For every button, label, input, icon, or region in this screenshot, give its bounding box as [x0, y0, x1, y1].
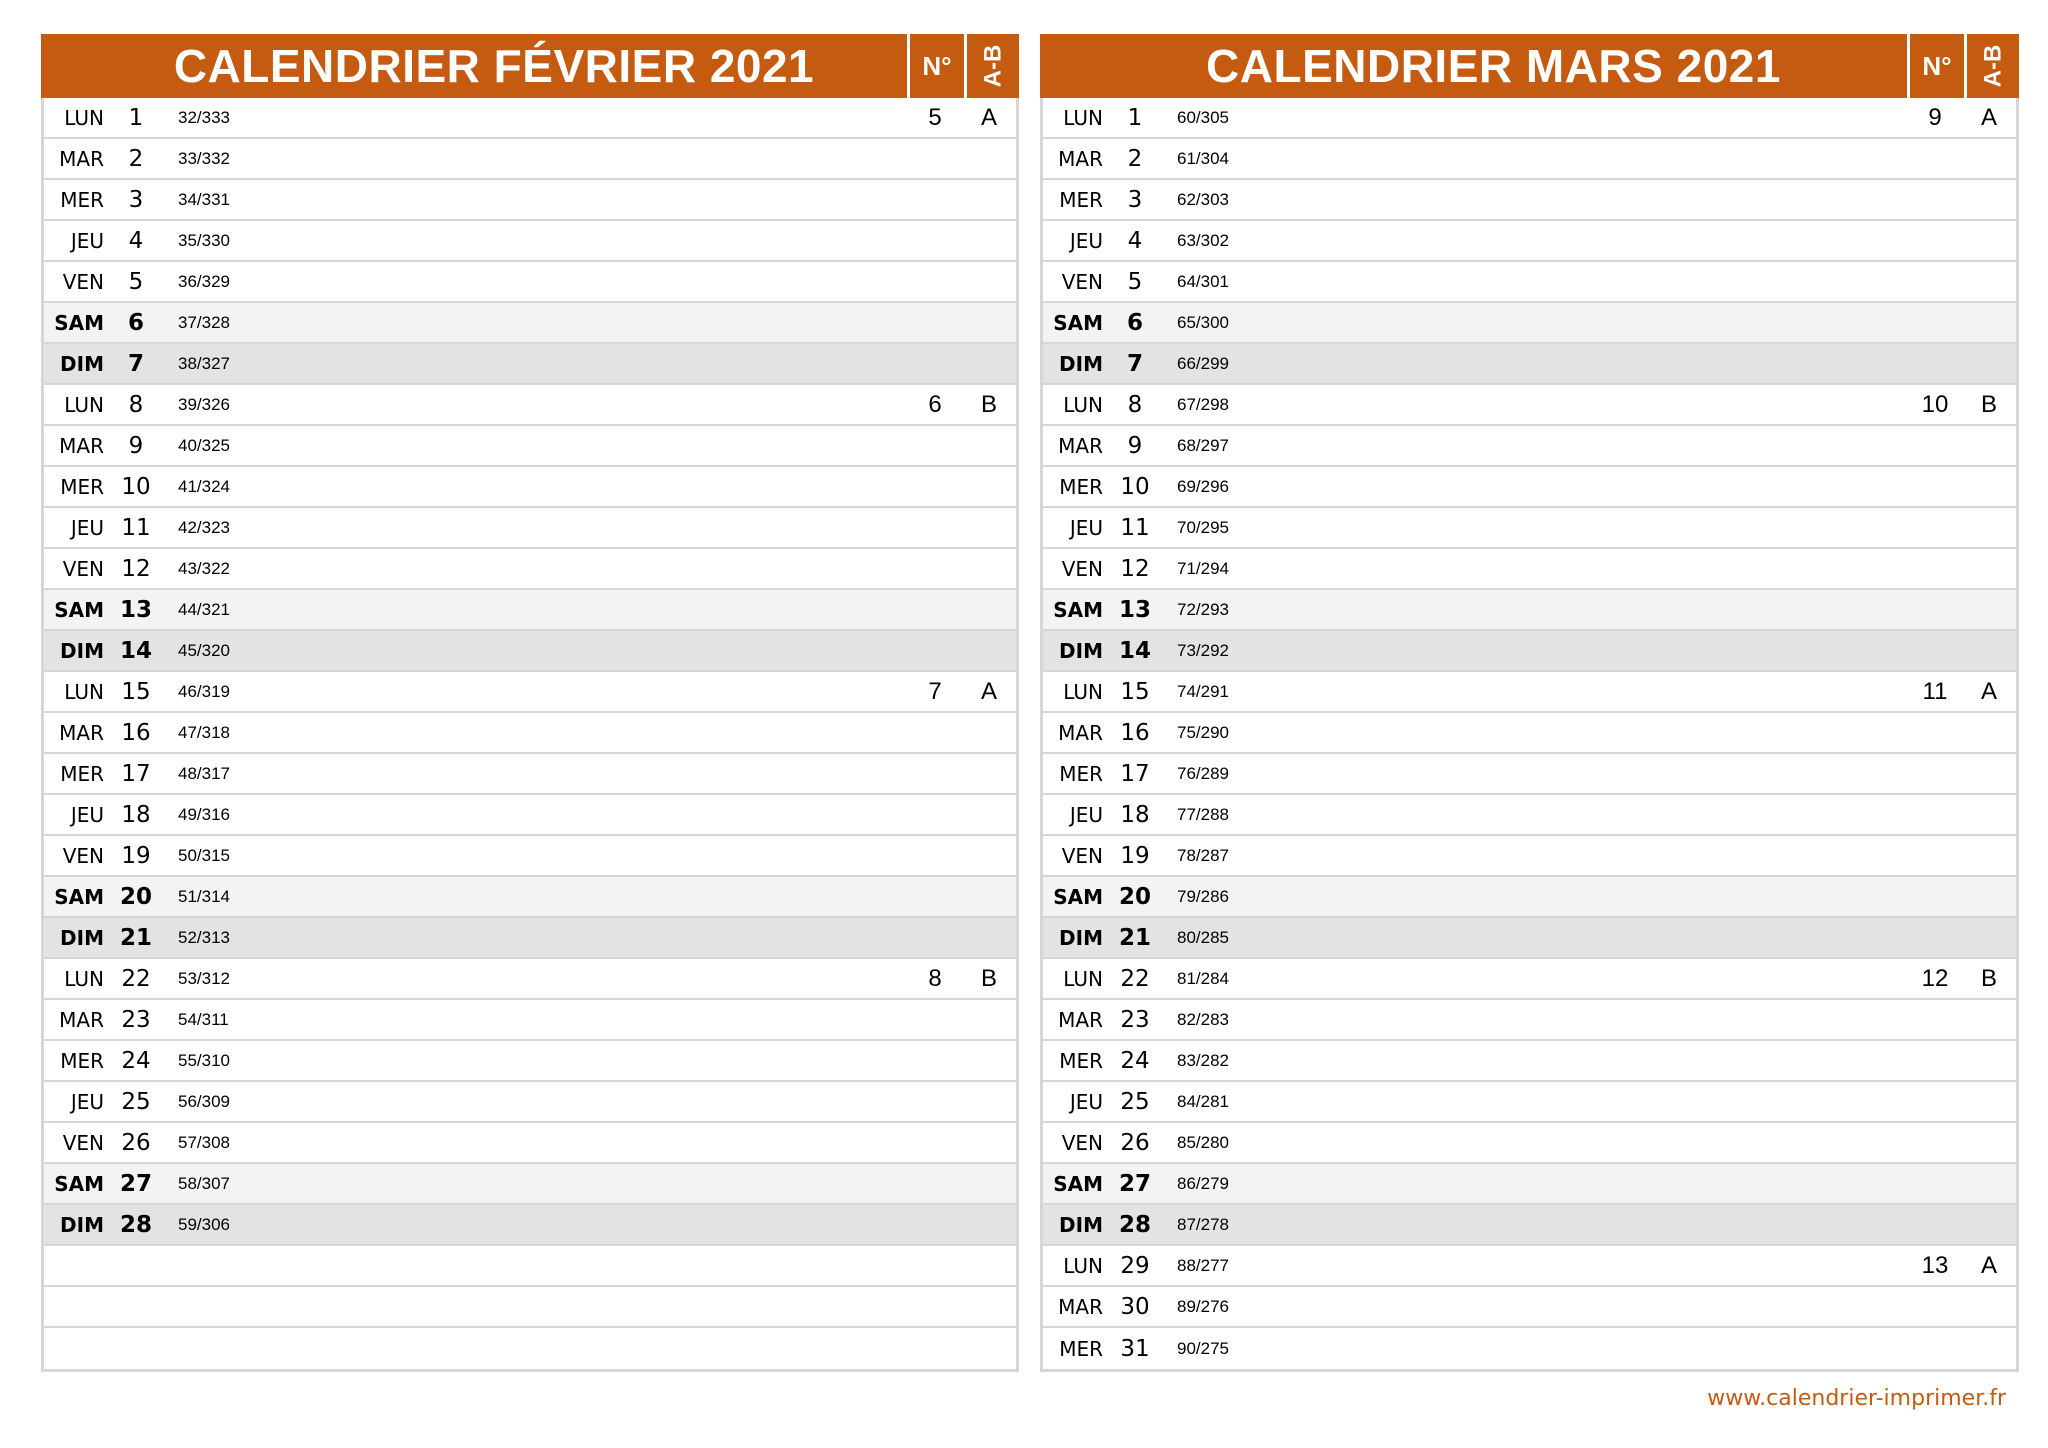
day-number: 4 — [128, 227, 144, 254]
day-of-week: JEU — [70, 1089, 104, 1114]
day-row — [1043, 672, 2016, 713]
day-row — [44, 344, 1016, 385]
week-ab: A — [980, 103, 997, 131]
day-of-week: LUN — [1063, 392, 1103, 417]
day-of-week: DIM — [60, 1212, 104, 1237]
week-ab: A — [1980, 1251, 1997, 1279]
day-number: 18 — [1120, 801, 1150, 828]
week-number: 5 — [928, 103, 942, 131]
day-of-year: 69/296 — [1177, 476, 1229, 496]
day-row — [44, 918, 1016, 959]
day-number: 29 — [1120, 1252, 1150, 1279]
day-row — [1043, 754, 2016, 795]
day-of-year: 67/298 — [1177, 394, 1229, 414]
day-row — [44, 1328, 1016, 1369]
calendar-title: CALENDRIER FÉVRIER 2021 — [173, 40, 815, 92]
day-number: 30 — [1120, 1293, 1150, 1320]
day-of-week: JEU — [70, 228, 104, 253]
day-number: 9 — [1127, 432, 1143, 459]
day-number: 19 — [121, 842, 151, 869]
day-row — [44, 262, 1016, 303]
day-of-year: 44/321 — [178, 599, 230, 619]
day-row — [44, 139, 1016, 180]
day-number: 22 — [1120, 965, 1150, 992]
day-number: 1 — [128, 104, 144, 131]
day-number: 1 — [1127, 104, 1143, 131]
calendar-title: CALENDRIER MARS 2021 — [1206, 40, 1781, 92]
day-number: 14 — [1118, 637, 1151, 664]
day-row — [44, 1287, 1016, 1328]
day-of-week: VEN — [62, 556, 104, 581]
calendar-march — [1040, 34, 2019, 1372]
day-row — [44, 672, 1016, 713]
day-of-year: 56/309 — [178, 1091, 230, 1111]
day-of-year: 42/323 — [178, 517, 230, 537]
day-of-week: JEU — [1069, 228, 1103, 253]
day-of-year: 65/300 — [1177, 312, 1229, 332]
day-of-week: SAM — [54, 597, 104, 622]
day-of-year: 50/315 — [178, 845, 230, 865]
day-row — [1043, 1082, 2016, 1123]
day-row — [44, 1246, 1016, 1287]
day-row — [44, 98, 1016, 139]
day-of-week: SAM — [1053, 310, 1103, 335]
day-row — [44, 426, 1016, 467]
week-number: 7 — [928, 677, 942, 705]
day-of-week: MER — [60, 1048, 104, 1073]
day-of-year: 70/295 — [1177, 517, 1229, 537]
day-of-year: 45/320 — [178, 640, 230, 660]
day-row — [1043, 877, 2016, 918]
day-of-year: 86/279 — [1177, 1173, 1229, 1193]
day-number: 7 — [1126, 350, 1143, 377]
ab-header-label: A-B — [979, 44, 1006, 88]
day-row — [1043, 836, 2016, 877]
day-of-week: MER — [1059, 1336, 1103, 1361]
day-row — [44, 877, 1016, 918]
day-row — [1043, 549, 2016, 590]
day-row — [44, 303, 1016, 344]
day-row — [44, 631, 1016, 672]
day-number: 14 — [119, 637, 152, 664]
day-of-year: 52/313 — [178, 927, 230, 947]
day-row — [44, 1041, 1016, 1082]
day-number: 6 — [1126, 309, 1143, 336]
day-number: 28 — [1118, 1211, 1151, 1238]
day-of-year: 57/308 — [178, 1132, 230, 1152]
day-number: 11 — [1120, 514, 1150, 541]
day-of-year: 64/301 — [1177, 271, 1229, 291]
day-row — [44, 795, 1016, 836]
day-row — [44, 508, 1016, 549]
day-of-year: 83/282 — [1177, 1050, 1229, 1070]
day-number: 13 — [119, 596, 152, 623]
day-of-week: VEN — [1061, 843, 1103, 868]
day-of-year: 47/318 — [178, 722, 230, 742]
day-of-week: JEU — [1069, 515, 1103, 540]
day-of-week: DIM — [60, 351, 104, 376]
day-of-week: MAR — [59, 146, 104, 171]
day-of-week: MER — [60, 474, 104, 499]
day-of-year: 32/333 — [178, 107, 230, 127]
day-number: 24 — [121, 1047, 151, 1074]
day-of-week: MAR — [1058, 720, 1103, 745]
day-number: 19 — [1120, 842, 1150, 869]
day-of-year: 40/325 — [178, 435, 230, 455]
day-row — [1043, 180, 2016, 221]
day-of-year: 55/310 — [178, 1050, 230, 1070]
day-of-year: 49/316 — [178, 804, 230, 824]
day-of-year: 61/304 — [1177, 148, 1229, 168]
day-row — [44, 1164, 1016, 1205]
day-of-year: 48/317 — [178, 763, 230, 783]
day-row — [1043, 1328, 2016, 1369]
day-of-week: MER — [1059, 474, 1103, 499]
day-of-week: LUN — [1063, 1253, 1103, 1278]
day-of-week: LUN — [64, 105, 104, 130]
day-of-week: MER — [60, 761, 104, 786]
day-of-year: 41/324 — [178, 476, 230, 496]
ab-header-label: A-B — [1979, 44, 2006, 88]
day-number: 28 — [119, 1211, 152, 1238]
day-row — [1043, 1041, 2016, 1082]
day-number: 20 — [1118, 883, 1151, 910]
week-number: 11 — [1922, 677, 1948, 705]
day-row — [44, 959, 1016, 1000]
day-number: 10 — [1120, 473, 1150, 500]
day-of-week: MER — [1059, 187, 1103, 212]
day-of-year: 39/326 — [178, 394, 230, 414]
day-of-year: 53/312 — [178, 968, 230, 988]
day-number: 5 — [1127, 268, 1143, 295]
day-of-year: 59/306 — [178, 1214, 230, 1234]
week-number: 13 — [1921, 1251, 1949, 1279]
day-of-week: LUN — [1063, 679, 1103, 704]
day-row — [1043, 1287, 2016, 1328]
day-of-week: SAM — [54, 1171, 104, 1196]
day-of-week: JEU — [70, 515, 104, 540]
day-of-week: SAM — [1053, 597, 1103, 622]
day-row — [1043, 590, 2016, 631]
day-number: 8 — [1127, 391, 1143, 418]
day-of-week: SAM — [54, 310, 104, 335]
day-of-week: DIM — [60, 925, 104, 950]
day-of-year: 66/299 — [1177, 353, 1229, 373]
day-row — [44, 180, 1016, 221]
day-of-week: VEN — [62, 843, 104, 868]
day-row — [44, 549, 1016, 590]
day-of-year: 80/285 — [1177, 927, 1229, 947]
day-number: 20 — [119, 883, 152, 910]
day-of-week: SAM — [1053, 1171, 1103, 1196]
day-row — [1043, 344, 2016, 385]
day-number: 26 — [121, 1129, 151, 1156]
day-of-week: VEN — [1061, 1130, 1103, 1155]
day-number: 3 — [128, 186, 144, 213]
day-row — [1043, 1123, 2016, 1164]
day-rows — [44, 98, 1016, 1369]
day-of-year: 78/287 — [1177, 845, 1229, 865]
day-of-year: 87/278 — [1177, 1214, 1229, 1234]
day-of-week: MER — [1059, 1048, 1103, 1073]
day-number: 4 — [1127, 227, 1143, 254]
day-of-year: 37/328 — [178, 312, 230, 332]
day-of-year: 79/286 — [1177, 886, 1229, 906]
day-of-week: DIM — [60, 638, 104, 663]
day-number: 23 — [1120, 1006, 1150, 1033]
day-number: 12 — [1120, 555, 1150, 582]
day-row — [1043, 631, 2016, 672]
day-row — [1043, 713, 2016, 754]
day-of-year: 77/288 — [1177, 804, 1229, 824]
week-ab: A — [980, 677, 997, 705]
week-number: 10 — [1921, 390, 1949, 418]
day-of-year: 33/332 — [178, 148, 230, 168]
day-number: 27 — [1118, 1170, 1151, 1197]
day-of-week: LUN — [1063, 966, 1103, 991]
day-number: 9 — [128, 432, 144, 459]
day-row — [1043, 795, 2016, 836]
day-of-week: JEU — [1069, 1089, 1103, 1114]
day-of-week: VEN — [62, 269, 104, 294]
day-number: 18 — [121, 801, 151, 828]
day-number: 12 — [121, 555, 151, 582]
day-number: 5 — [128, 268, 144, 295]
day-of-week: LUN — [64, 679, 104, 704]
week-ab: A — [1980, 103, 1997, 131]
day-of-week: JEU — [70, 802, 104, 827]
day-row — [44, 1205, 1016, 1246]
day-of-year: 82/283 — [1177, 1009, 1229, 1029]
day-of-week: MAR — [59, 1007, 104, 1032]
day-of-week: LUN — [64, 966, 104, 991]
day-number: 24 — [1120, 1047, 1150, 1074]
footer-link[interactable]: www.calendrier-imprimer.fr — [1707, 1386, 2006, 1411]
day-number: 7 — [127, 350, 144, 377]
day-of-week: LUN — [1063, 105, 1103, 130]
day-number: 21 — [1118, 924, 1151, 951]
day-of-year: 43/322 — [178, 558, 230, 578]
day-of-year: 75/290 — [1177, 722, 1229, 742]
day-of-year: 84/281 — [1177, 1091, 1229, 1111]
day-number: 8 — [128, 391, 144, 418]
day-number: 26 — [1120, 1129, 1150, 1156]
day-row — [1043, 426, 2016, 467]
ab-header — [1964, 34, 2019, 98]
day-of-week: VEN — [1061, 556, 1103, 581]
day-of-year: 58/307 — [178, 1173, 230, 1193]
day-number: 31 — [1120, 1335, 1150, 1362]
day-number: 21 — [119, 924, 152, 951]
day-row — [44, 754, 1016, 795]
day-row — [1043, 959, 2016, 1000]
day-row — [1043, 1205, 2016, 1246]
day-of-week: LUN — [64, 392, 104, 417]
day-of-year: 74/291 — [1177, 681, 1229, 701]
week-number: 9 — [1928, 103, 1942, 131]
day-of-year: 88/277 — [1177, 1255, 1229, 1275]
day-rows — [1043, 98, 2016, 1369]
day-number: 25 — [1120, 1088, 1150, 1115]
day-of-year: 68/297 — [1177, 435, 1229, 455]
day-of-year: 54/311 — [178, 1009, 229, 1029]
day-of-year: 36/329 — [178, 271, 230, 291]
day-number: 25 — [121, 1088, 151, 1115]
week-number-header: N° — [1907, 34, 1964, 98]
week-ab: B — [980, 390, 997, 418]
day-of-week: VEN — [62, 1130, 104, 1155]
day-row — [44, 1082, 1016, 1123]
week-ab: B — [1980, 390, 1997, 418]
day-of-year: 62/303 — [1177, 189, 1229, 209]
day-row — [1043, 303, 2016, 344]
day-of-year: 81/284 — [1177, 968, 1229, 988]
day-row — [1043, 508, 2016, 549]
day-row — [44, 1000, 1016, 1041]
week-ab: B — [1980, 964, 1997, 992]
day-of-year: 60/305 — [1177, 107, 1229, 127]
day-of-year: 35/330 — [178, 230, 230, 250]
day-row — [1043, 98, 2016, 139]
day-number: 17 — [1120, 760, 1150, 787]
day-row — [1043, 1246, 2016, 1287]
day-number: 27 — [119, 1170, 152, 1197]
day-of-year: 72/293 — [1177, 599, 1229, 619]
day-number: 11 — [121, 514, 151, 541]
day-of-week: MER — [60, 187, 104, 212]
day-row — [1043, 1164, 2016, 1205]
day-of-week: MAR — [1058, 1007, 1103, 1032]
day-number: 17 — [121, 760, 151, 787]
day-number: 22 — [121, 965, 151, 992]
week-number: 6 — [928, 390, 942, 418]
day-of-year: 46/319 — [178, 681, 230, 701]
day-row — [44, 221, 1016, 262]
day-row — [44, 467, 1016, 508]
day-row — [1043, 385, 2016, 426]
day-of-year: 90/275 — [1177, 1338, 1229, 1358]
day-row — [1043, 262, 2016, 303]
day-row — [44, 713, 1016, 754]
day-of-year: 85/280 — [1177, 1132, 1229, 1152]
week-number: 12 — [1921, 964, 1949, 992]
week-number-header: N° — [907, 34, 964, 98]
calendar-header — [41, 34, 1019, 98]
day-number: 23 — [121, 1006, 151, 1033]
day-of-year: 38/327 — [178, 353, 230, 373]
day-of-week: MAR — [1058, 146, 1103, 171]
day-row — [44, 1123, 1016, 1164]
calendar-february — [41, 34, 1019, 1372]
day-number: 10 — [121, 473, 151, 500]
day-of-week: VEN — [1061, 269, 1103, 294]
day-of-year: 34/331 — [178, 189, 230, 209]
day-row — [44, 385, 1016, 426]
day-row — [1043, 1000, 2016, 1041]
day-row — [1043, 467, 2016, 508]
day-of-week: MAR — [59, 720, 104, 745]
day-row — [1043, 139, 2016, 180]
day-row — [44, 590, 1016, 631]
day-row — [1043, 221, 2016, 262]
calendar-header — [1040, 34, 2019, 98]
day-number: 16 — [1120, 719, 1150, 746]
day-number: 2 — [128, 145, 144, 172]
day-of-year: 71/294 — [1177, 558, 1229, 578]
day-of-week: DIM — [1059, 638, 1103, 663]
day-number: 13 — [1118, 596, 1151, 623]
day-row — [1043, 918, 2016, 959]
day-of-week: MER — [1059, 761, 1103, 786]
day-of-week: DIM — [1059, 925, 1103, 950]
day-of-year: 89/276 — [1177, 1296, 1229, 1316]
day-of-year: 63/302 — [1177, 230, 1229, 250]
day-row — [44, 836, 1016, 877]
day-number: 15 — [1120, 678, 1150, 705]
day-of-year: 73/292 — [1177, 640, 1229, 660]
day-number: 3 — [1127, 186, 1143, 213]
day-of-year: 51/314 — [178, 886, 230, 906]
week-ab: B — [980, 964, 997, 992]
day-of-year: 76/289 — [1177, 763, 1229, 783]
day-number: 6 — [127, 309, 144, 336]
day-of-week: MAR — [1058, 433, 1103, 458]
day-of-week: DIM — [1059, 1212, 1103, 1237]
day-of-week: MAR — [59, 433, 104, 458]
day-of-week: DIM — [1059, 351, 1103, 376]
day-of-week: SAM — [54, 884, 104, 909]
day-number: 2 — [1127, 145, 1143, 172]
week-ab: A — [1980, 677, 1997, 705]
ab-header — [964, 34, 1019, 98]
day-of-week: SAM — [1053, 884, 1103, 909]
day-of-week: MAR — [1058, 1294, 1103, 1319]
week-number: 8 — [928, 964, 942, 992]
day-of-week: JEU — [1069, 802, 1103, 827]
day-number: 16 — [121, 719, 151, 746]
day-number: 15 — [121, 678, 151, 705]
